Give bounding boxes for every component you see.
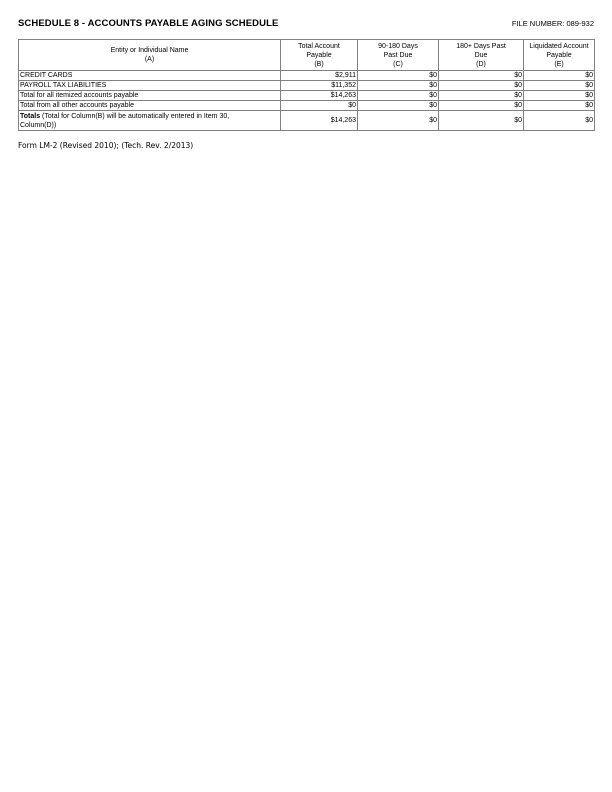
- totals-past-due-90-180-value: $0: [358, 111, 439, 131]
- past-due-180-plus-value: $0: [439, 101, 524, 111]
- column-header-label: Due: [474, 51, 488, 59]
- column-header-label: 90-180 Days: [378, 42, 418, 50]
- table-row: [19, 101, 595, 111]
- total-payable-value: $2,911: [281, 71, 358, 81]
- past-due-90-180-value: $0: [358, 101, 439, 111]
- column-header-label: 180+ Days Past: [456, 42, 506, 50]
- form-revision-footer: Form LM-2 (Revised 2010); (Tech. Rev. 2/2013): [18, 141, 194, 150]
- column-header-total-payable: [281, 40, 358, 71]
- table-row: [19, 91, 595, 101]
- past-due-90-180-value: $0: [358, 91, 439, 101]
- past-due-180-plus-value: $0: [439, 91, 524, 101]
- total-payable-value: $0: [281, 101, 358, 111]
- schedule-title: SCHEDULE 8 - ACCOUNTS PAYABLE AGING SCHEDULE: [18, 18, 279, 29]
- total-payable-value: $11,352: [281, 81, 358, 91]
- column-header-90-180-days: [358, 40, 439, 71]
- column-header-letter: (C): [393, 60, 403, 68]
- file-number: FILE NUMBER: 089-932: [511, 19, 594, 28]
- column-header-180-plus-days: [439, 40, 524, 71]
- entity-name: PAYROLL TAX LIABILITIES: [19, 81, 281, 91]
- column-header-label: Past Due: [383, 51, 413, 59]
- column-header-label: Entity or Individual Name: [110, 47, 189, 54]
- column-header-letter: (D): [476, 60, 486, 68]
- totals-row: [19, 111, 595, 131]
- entity-name: Total from all other accounts payable: [19, 101, 281, 111]
- past-due-90-180-value: $0: [358, 81, 439, 91]
- table-row: [19, 81, 595, 91]
- liquidated-value: $0: [524, 101, 595, 111]
- entity-name: Total for all itemized accounts payable: [19, 91, 281, 101]
- column-header-entity: [19, 40, 281, 71]
- column-header-label: Payable: [306, 51, 332, 59]
- table-row: [19, 71, 595, 81]
- totals-label-bold: Totals: [20, 112, 41, 120]
- past-due-90-180-value: $0: [358, 71, 439, 81]
- totals-liquidated-value: $0: [524, 111, 595, 131]
- column-header-label: Payable: [546, 51, 572, 59]
- column-header-label: Liquidated Account: [529, 42, 589, 50]
- totals-total-payable-value: $14,263: [281, 111, 358, 131]
- past-due-180-plus-value: $0: [439, 81, 524, 91]
- liquidated-value: $0: [524, 71, 595, 81]
- totals-past-due-180-plus-value: $0: [439, 111, 524, 131]
- column-header-label: Total Account: [298, 42, 340, 50]
- table-header-row: [19, 40, 595, 71]
- totals-label-note-line2: Column(D)): [20, 121, 57, 129]
- accounts-payable-table: [18, 39, 595, 131]
- totals-label-note: (Total for Column(B) will be automatically entered in Item 30,: [40, 112, 230, 120]
- liquidated-value: $0: [524, 91, 595, 101]
- entity-name: CREDIT CARDS: [19, 71, 281, 81]
- total-payable-value: $14,263: [281, 91, 358, 101]
- page-header: [18, 18, 594, 32]
- column-header-liquidated: [524, 40, 595, 71]
- liquidated-value: $0: [524, 81, 595, 91]
- column-header-letter: (A): [144, 56, 155, 63]
- totals-label: [19, 111, 281, 131]
- column-header-letter: (B): [314, 60, 324, 68]
- column-header-letter: (E): [554, 60, 564, 68]
- past-due-180-plus-value: $0: [439, 71, 524, 81]
